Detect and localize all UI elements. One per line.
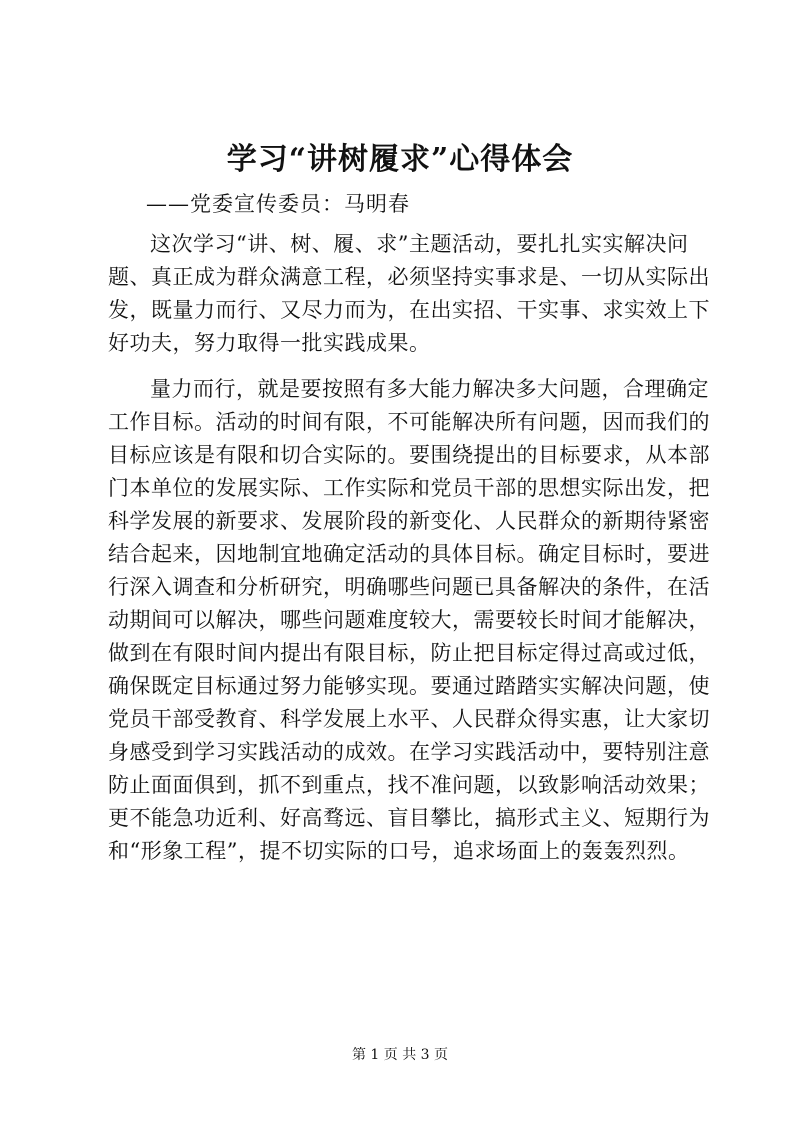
text-line: 发，既量力而行、又尽力而为，在出实招、干实事、求实效上下: [108, 298, 710, 322]
text-line: 科学发展的新要求、发展阶段的新变化、人民群众的新期待紧密: [108, 509, 710, 533]
text-line: 防止面面俱到，抓不到重点，找不准问题，以致影响活动效果；: [108, 773, 710, 797]
text-line: 身感受到学习实践活动的成效。在学习实践活动中，要特别注意: [108, 740, 710, 764]
text-line: 工作目标。活动的时间有限，不可能解决所有问题，因而我们的: [108, 410, 710, 434]
text-line: 结合起来，因地制宜地确定活动的具体目标。确定目标时，要进: [108, 542, 710, 566]
paragraph-1: [108, 228, 708, 360]
text-line: 做到在有限时间内提出有限目标，防止把目标定得过高或过低，: [108, 641, 710, 665]
text-line: 更不能急功近利、好高骛远、盲目攀比，搞形式主义、短期行为: [108, 806, 710, 830]
text-line: 门本单位的发展实际、工作实际和党员干部的思想实际出发，把: [108, 476, 710, 500]
text-line: 目标应该是有限和切合实际的。要围绕提出的目标要求，从本部: [108, 443, 710, 467]
paragraph-2: [108, 373, 708, 868]
page-footer: 第 1 页 共 3 页: [351, 1047, 449, 1063]
text-line: 动期间可以解决，哪些问题难度较大，需要较长时间才能解决，: [108, 608, 710, 632]
author-line: ——党委宣传委员：马明春: [146, 192, 410, 216]
text-line: 好功夫，努力取得一批实践成果。: [108, 331, 431, 355]
document-title: 学习“讲树履求”心得体会: [226, 142, 574, 177]
text-line: 题、真正成为群众满意工程，必须坚持实事求是、一切从实际出: [108, 265, 710, 289]
text-line: 党员干部受教育、科学发展上水平、人民群众得实惠，让大家切: [108, 707, 710, 731]
text-line: 和“形象工程”，提不切实际的口号，追求场面上的轰轰烈烈。: [108, 839, 690, 863]
document-body: [108, 228, 708, 868]
text-line: 量力而行，就是要按照有多大能力解决多大问题，合理确定: [150, 377, 709, 401]
text-line: 行深入调查和分析研究，明确哪些问题已具备解决的条件，在活: [108, 575, 710, 599]
text-line: 确保既定目标通过努力能够实现。要通过踏踏实实解决问题，使: [108, 674, 710, 698]
text-line: 这次学习“讲、树、履、求”主题活动，要扎扎实实解决问: [150, 232, 689, 256]
